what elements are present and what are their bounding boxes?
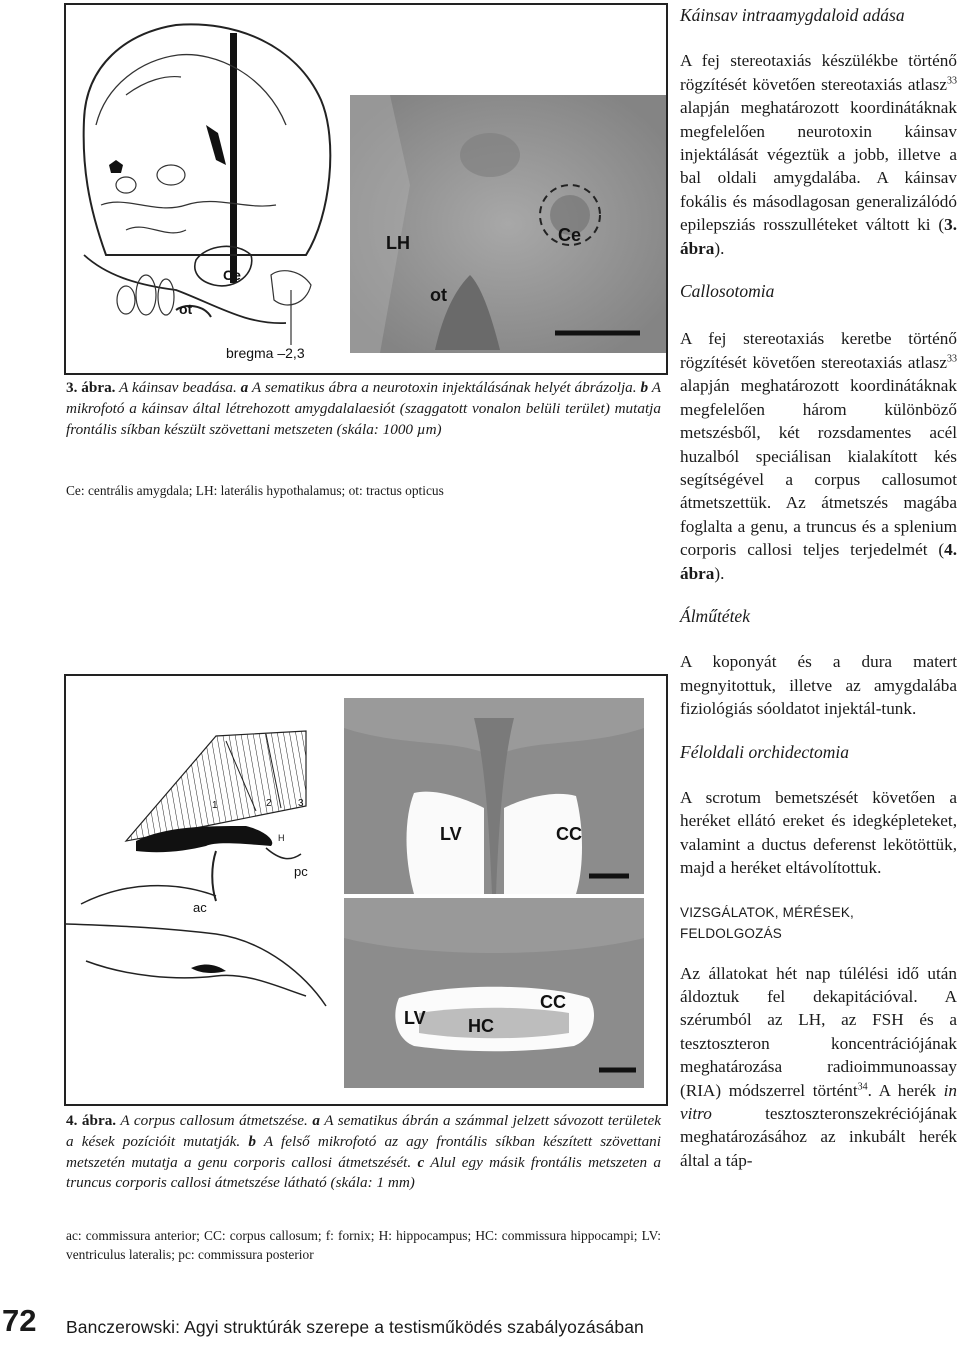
figure-4c-tissue — [344, 898, 644, 1088]
figure-3a-schematic — [66, 5, 346, 373]
figure-3-caption-a-text: A sematikus ábra a neurotoxin injektálásának helyét ábrázolja. — [248, 379, 641, 396]
paragraph-kainic-acid — [680, 49, 957, 260]
s1-text-b: alapján meghatározott koordinátáknak megfelelően neurotoxin káinsav injektálását végeztük a jobb, illetve a bal oldali amygdalába. A káinsav fokális és másodlagosan generalizálódó epilepsziás rosszulléteket váltott ki ( — [680, 98, 957, 235]
s5-text-b: . A herék — [867, 1080, 944, 1100]
paragraph-orchidectomy: A scrotum bemetszését követően a heréket ellátó ereket és idegképleteket, valamint a ductus deferenst lekötöttük, majd a heréket eltávolítottuk. — [680, 787, 957, 878]
paragraph-callosotomy — [680, 327, 957, 584]
figure-3-caption-a: a — [240, 379, 249, 396]
figure-4-caption-title: A corpus callosum átmetszése. — [116, 1112, 313, 1129]
heading-kainic-acid: Káinsav intraamygdaloid adása — [680, 5, 905, 25]
heading-measurements-line2: FELDOLGOZÁS — [680, 925, 782, 941]
s1-ref: 33 — [947, 75, 957, 87]
figure-4-caption-b-text: A felső mikrofotó az agy frontális síkban készített szövettani metszetén mutatja a genu corporis callosi átmetszését. — [66, 1132, 661, 1171]
figure-3 — [64, 3, 668, 375]
figure-3b-tissue — [350, 95, 666, 353]
ac-label: ac — [193, 900, 207, 915]
photo-ot-label: ot — [430, 285, 447, 305]
figure-4c-micrograph — [344, 898, 644, 1088]
s2-text-c: ). — [714, 563, 725, 583]
s5-in-vitro: in vitro — [680, 1080, 957, 1124]
s2-figref: 4. ábra — [680, 540, 957, 583]
s1-text-a: A fej stereotaxiás készülékbe történő rögzítését követően stereotaxiás atlasz — [680, 51, 957, 94]
right-text-column — [680, 4, 957, 1172]
figure-3-caption-b: b — [640, 379, 649, 396]
bottom-photo-cc-label: CC — [540, 992, 566, 1012]
knife-1-label: 1 — [212, 800, 218, 811]
running-footer: Banczerowski: Agyi struktúrák szerepe a testisműködés szabályozásában — [66, 1317, 644, 1337]
top-photo-cc-label: CC — [556, 824, 582, 844]
heading-sham-surgery: Álműtétek — [680, 605, 750, 626]
page-number: 72 — [2, 1303, 37, 1338]
figure-4 — [64, 674, 668, 1106]
s1-figref: 3. ábra — [680, 215, 957, 258]
figure-3b-micrograph — [350, 95, 666, 353]
bottom-photo-hc-label: HC — [468, 1016, 494, 1036]
knife-3-label: 3 — [298, 798, 304, 809]
figure-4b-micrograph — [344, 698, 644, 894]
s5-text-c: tesztoszteronszekréciójának meghatározásához az inkubált herék által a táp- — [680, 1104, 957, 1170]
photo-lh-label: LH — [386, 233, 410, 253]
s2-text-b: alapján meghatározott koordinátáknak megfelelően három különböző metszésből, két rozsdamentes acél huzalból speciálisan kialakított kés segítségével a corpus callosumot átmetszettük. Az átmetszés magába foglalta a genu, a truncus és a splenium corporis callosi teljes terjedelmét ( — [680, 376, 957, 560]
figure-3-abbreviations: Ce: centrális amygdala; LH: laterális hypothalamus; ot: tractus opticus — [66, 483, 444, 498]
heading-measurements — [680, 902, 957, 944]
s5-text-a: Az állatokat hét nap túlélési idő után áldoztuk fel dekapitációval. A szérumból az LH, az FSH és a tesztoszteron koncentrációjának meghatározása radioimmunoassay (RIA) módszerrel történt — [680, 963, 957, 1100]
figure-4-caption-c-text: Alul egy másik frontális metszeten a truncus corporis callosi átmetszése látható (skála: 1 mm) — [66, 1153, 661, 1192]
figure-4-caption-a: a — [312, 1112, 320, 1129]
schematic-ot-label: ot — [179, 301, 193, 317]
figure-3-caption-title: A káinsav beadása. — [115, 379, 241, 396]
s2-ref: 33 — [947, 353, 957, 365]
paragraph-sham-surgery: A koponyát és a dura matert megnyitottuk, illetve az amygdalába fiziológiás sóoldatot injektál-tunk. — [680, 652, 957, 719]
heading-orchidectomy: Féloldali orchidectomia — [680, 741, 849, 762]
paragraph-measurements — [680, 962, 957, 1173]
figure-4b-tissue — [344, 698, 644, 894]
figure-3-caption-label: 3. ábra. — [66, 379, 116, 396]
s1-text-c: ). — [714, 238, 725, 258]
figure-4-caption — [66, 1111, 661, 1194]
bottom-photo-lv-label: LV — [404, 1008, 426, 1028]
heading-callosotomy: Callosotomia — [680, 281, 775, 302]
figure-4a-schematic — [66, 676, 366, 1104]
figure-3-caption-b-text: A mikrofotó a káinsav által létrehozott amygdalalaesiót (szaggatott vonalon belüli terület) mutatja frontális síkban készült szövettani metszeten (skála: 1000 µm) — [66, 379, 661, 438]
photo-ce-label: Ce — [558, 225, 582, 245]
s5-ref: 34 — [857, 1080, 868, 1092]
figure-4-abbreviations: ac: commissura anterior; CC: corpus callosum; f: fornix; H: hippocampus; HC: commissura hippocampi; LV: ventriculus lateralis; pc: commissura posterior — [66, 1228, 661, 1262]
figure-4-caption-label: 4. ábra. — [66, 1112, 117, 1129]
figure-4-caption-a-text: A sematikus ábrán a számmal jelzett sávozott területek a kések pozícióit mutatják. — [66, 1112, 661, 1150]
knife-2-label: 2 — [266, 798, 272, 809]
hippocampus-label: H — [278, 833, 285, 843]
top-photo-lv-label: LV — [440, 824, 462, 844]
figure-4-caption-c: c — [417, 1153, 425, 1171]
schematic-ce-label: Ce — [223, 267, 241, 283]
figure-4-caption-b: b — [248, 1132, 256, 1150]
heading-measurements-line1: VIZSGÁLATOK, MÉRÉSEK, — [680, 904, 854, 920]
s2-text-a: A fej stereotaxiás keretbe történő rögzítését követően stereotaxiás atlasz — [680, 329, 957, 372]
bregma-label: bregma –2,3 — [226, 345, 305, 361]
pc-label: pc — [294, 864, 308, 879]
figure-3-caption — [66, 378, 661, 440]
